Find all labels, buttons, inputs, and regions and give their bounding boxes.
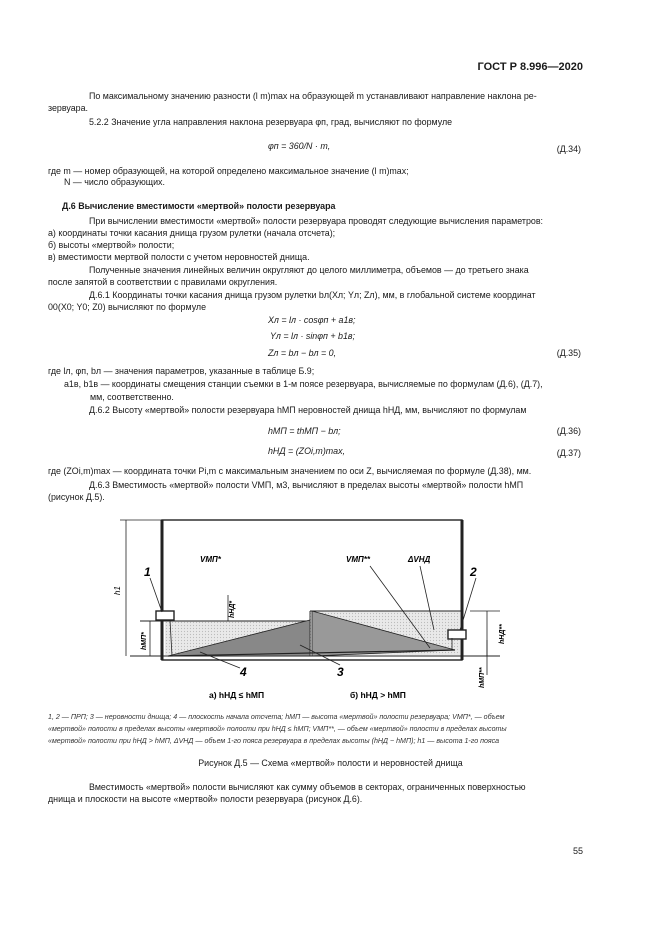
equation-number: (Д.37) [556,448,581,458]
label-2: 2 [470,565,477,579]
label-v-mp-2: VМП** [346,555,370,564]
label-h-nd-b: hНД** [499,624,506,644]
subcaption-b: б) hНД > hМП [350,690,406,700]
formula-h-nd: hНД = (ZОi,m)max, [268,446,346,456]
sensor-1 [156,611,174,620]
paragraph: При вычислении вместимости «мертвой» полости резервуара проводят следующие вычисления параметров: [89,216,544,226]
formula-z: Zл = bл − bл = 0, [268,348,337,358]
paragraph: где m — номер образующей, на которой определено максимальное значение (l m)max; [48,166,409,176]
figure-note-line: «мертвой» полости в пределах высоты «мертвой» полости при hНД ≤ hМП; VМП**, — объем «мертвой» полости в пределах высоты [48,725,507,733]
paragraph: где lл, φп, bл — значения параметров, указанные в таблице Б.9; [48,366,315,376]
paragraph: N — число образующих. [64,177,165,187]
paragraph: Д.6.1 Координаты точки касания днища грузом рулетки bл(Xл; Yл; Zл), мм, в глобальной системе координат [89,290,536,300]
paragraph: зервуара. [48,103,88,113]
paragraph: Д.6.2 Высоту «мертвой» полости резервуара hМП неровностей днища hНД, мм, вычисляют по формулам [89,405,527,415]
paragraph: (рисунок Д.5). [48,492,105,502]
label-h1: h1 [113,586,122,595]
figure-caption: Рисунок Д.5 — Схема «мертвой» полости и неровностей днища [198,758,463,768]
label-h-mp-a: hМП* [141,632,148,650]
paragraph: Полученные значения линейных величин округляют до целого миллиметра, объемов — до третьего знака [89,265,529,275]
equation-number: (Д.36) [556,426,581,436]
equation-number: (Д.34) [556,144,581,154]
label-4: 4 [240,665,247,679]
equation-number: (Д.35) [556,348,581,358]
label-v-mp-1: VМП* [200,555,221,564]
paragraph: Д.6.3 Вместимость «мертвой» полости VМП, м3, вычисляют в пределах высоты «мертвой» полости hМП [89,480,524,490]
formula-d34: φп = 360/N · m, [268,141,331,151]
formula-h-mp: hМП = thМП − bл; [268,426,341,436]
paragraph: Вместимость «мертвой» полости вычисляют как сумму объемов в секторах, ограниченных поверхностью [89,782,526,792]
paragraph: 5.2.2 Значение угла направления наклона резервуара φп, град, вычисляют по формуле [89,117,453,127]
paragraph: где (ZОi,m)max — координата точки Pi,m с максимальным значением по оси Z, вычисляемая по формуле (Д.38), мм. [48,466,532,476]
standard-header: ГОСТ Р 8.996—2020 [477,61,583,73]
list-item: б) высоты «мертвой» полости; [48,240,175,250]
paragraph: мм, соответственно. [90,392,174,402]
figure-note-line: «мертвой» полости при hНД > hМП, ΔVНД — объем 1-го пояса резервуара в пределах высоты (hНД − hМП); h1 — высота 1-го пояса [48,737,500,745]
subcaption-a: а) hНД ≤ hМП [209,690,265,700]
page-number: 55 [572,846,583,856]
list-item: а) координаты точки касания днища грузом рулетки (начала отсчета); [48,228,336,238]
formula-x: Xл = lл · cosφп + a1в; [268,315,356,325]
figure-note-line: 1, 2 — ПРП; 3 — неровности днища; 4 — плоскость начала отсчета; hМП — высота «мертвой» полости резервуара; VМП*, — объем [48,713,505,721]
label-3: 3 [337,665,344,679]
paragraph: днища и плоскости на высоте «мертвой» полости резервуара (рисунок Д.6). [48,794,363,804]
list-item: в) вместимости мертвой полости с учетом неровностей днища. [48,252,310,262]
label-h-mp-b: hМП** [479,667,486,688]
sensor-2 [448,630,466,639]
formula-y: Yл = lл · sinφп + b1в; [270,331,356,341]
paragraph: a1в, b1в — координаты смещения станции съемки в 1-м поясе резервуара, вычисляемые по формулам (Д.6), (Д.7), [64,379,543,389]
label-delta-v: ΔVНД [408,555,431,564]
label-h-nd-a: hНД* [229,600,236,618]
label-1: 1 [144,565,151,579]
paragraph: 00(X0; Y0; Z0) вычисляют по формуле [48,302,207,312]
paragraph: после запятой в соответствии с правилами округления. [48,277,278,287]
paragraph: По максимальному значению разности (l m)max на образующей m устанавливают направление наклона ре- [89,91,537,101]
section-title: Д.6 Вычисление вместимости «мертвой» полости резервуара [62,201,336,211]
